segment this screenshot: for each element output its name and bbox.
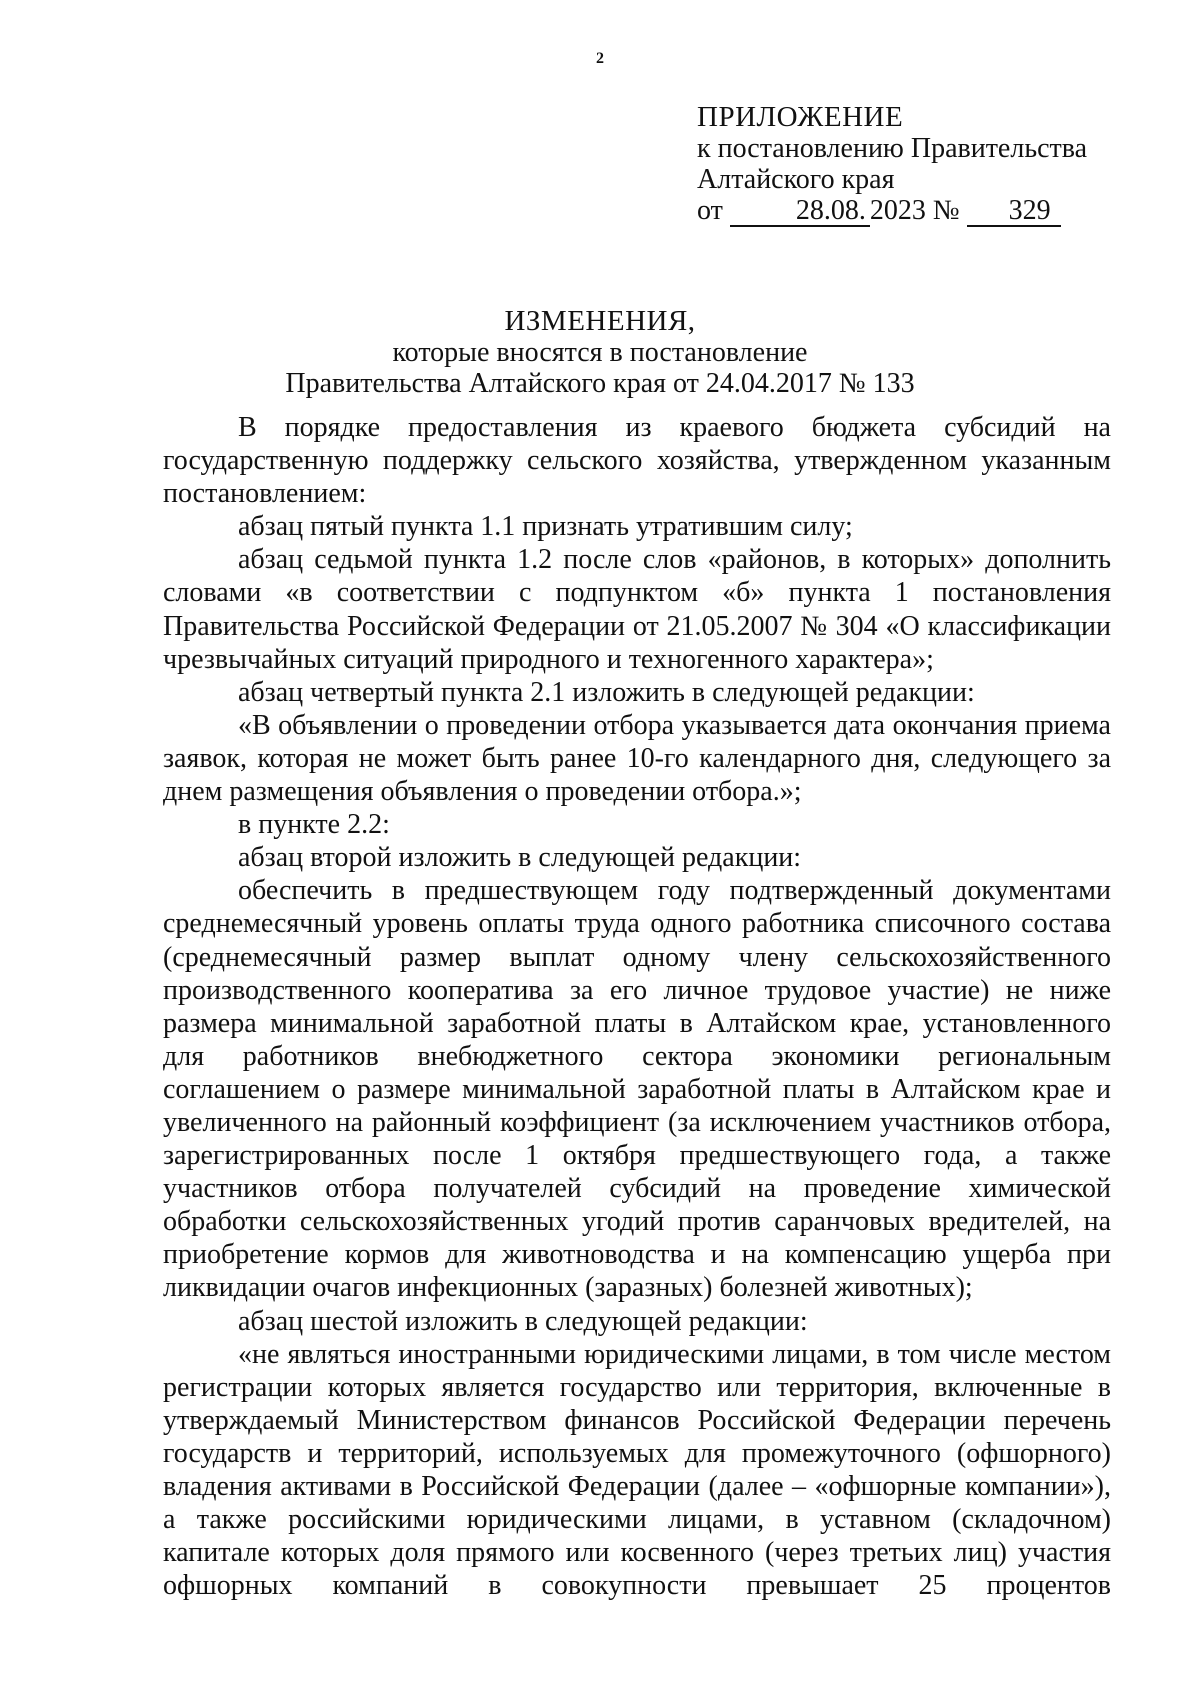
appendix-line-2: Алтайского края xyxy=(697,164,895,195)
appendix-date-line xyxy=(697,195,1087,227)
appendix-line-1: к постановлению Правительства xyxy=(697,133,1088,164)
date-prefix: от xyxy=(697,195,723,226)
document-body xyxy=(163,411,1111,1602)
paragraph: «не являться иностранными юридическими лицами, в том числе местом регистрации которых является государство или территория, включенные в утверждаемый Министерством финансов Российской Федерации перечень государств и территорий, используемых для промежуточного (офшорного) владения активами в Российской Федерации (далее – «офшорные компании»), а также российскими юридическими лицами, в уставном (складочном) капитале которых доля прямого или косвенного (через третьих лиц) участия офшорных компаний в совокупности превышает 25 процентов xyxy=(163,1338,1111,1602)
paragraph: абзац второй изложить в следующей редакции: xyxy=(238,842,802,874)
number-sign: № xyxy=(932,195,960,226)
paragraph: абзац четвертый пункта 2.1 изложить в следующей редакции: xyxy=(238,676,975,708)
title-line-1: ИЗМЕНЕНИЯ, xyxy=(504,305,696,337)
title-line-2: которые вносятся в постановление xyxy=(392,337,808,368)
paragraph: «В объявлении о проведении отбора указывается дата окончания приема заявок, которая не может быть ранее 10-го календарного дня, следующего за днем размещения объявления о проведении отбора.»; xyxy=(163,709,1111,808)
paragraph: абзац пятый пункта 1.1 признать утратившим силу; xyxy=(238,511,853,543)
document-title xyxy=(0,306,1200,399)
page-number: 2 xyxy=(596,50,604,67)
number-value: 329 xyxy=(967,197,1061,227)
paragraph: абзац седьмой пункта 1.2 после слов «районов, в которых» дополнить словами «в соответствии с подпунктом «б» пункта 1 постановления Правительства Российской Федерации от 21.05.2007 № 304 «О классификации чрезвычайных ситуаций природного и техногенного характера»; xyxy=(163,544,1111,675)
date-value: 28.08. xyxy=(730,197,870,227)
paragraph: обеспечить в предшествующем году подтвержденный документами среднемесячный уровень оплаты труда одного работника списочного состава (среднемесячный размер выплат одному члену сельскохозяйственного производственного кооператива за его личное трудовое участие) не ниже размера минимальной заработной платы в Алтайском крае, установленного для работников внебюджетного сектора экономики региональным соглашением о размере минимальной заработной платы в Алтайском крае и увеличенного на районный коэффициент (за исключением участников отбора, зарегистрированных после 1 октября предшествующего года, а также участников отбора получателей субсидий на проведение химической обработки сельскохозяйственных угодий против саранчовых вредителей, на приобретение кормов для животноводства и на компенсацию ущерба при ликвидации очагов инфекционных (заразных) болезней животных); xyxy=(163,875,1111,1304)
title-line-3: Правительства Алтайского края от 24.04.2017 № 133 xyxy=(285,368,915,399)
paragraph: В порядке предоставления из краевого бюджета субсидий на государственную поддержку сельского хозяйства, утвержденном указанным постановлением: xyxy=(163,412,1111,510)
paragraph: в пункте 2.2: xyxy=(238,809,390,841)
appendix-block xyxy=(697,102,1087,227)
paragraph: абзац шестой изложить в следующей редакции: xyxy=(238,1305,808,1337)
date-year: 2023 xyxy=(869,195,926,226)
appendix-heading: ПРИЛОЖЕНИЕ xyxy=(697,101,904,133)
